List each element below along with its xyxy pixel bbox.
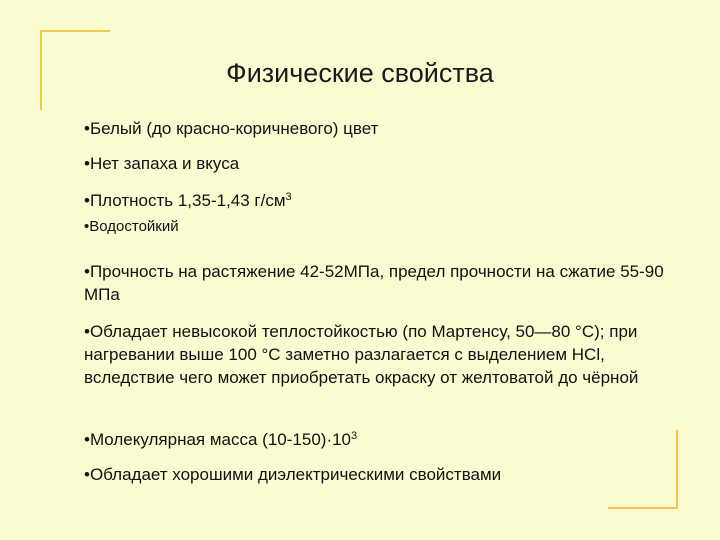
bullet-odor-taste: •Нет запаха и вкуса (84, 154, 240, 173)
molar-mass-superscript: 3 (351, 430, 358, 442)
bullet-strength: •Прочность на растяжение 42-52МПа, предел прочности на сжатие 55-90 МПа (84, 262, 664, 304)
slide-title: Физические свойства (226, 58, 494, 88)
corner-decoration-bottom-right-horizontal (608, 507, 678, 509)
molar-mass-text: •Молекулярная масса (10-150)·10 (84, 430, 352, 449)
bullet-heat-resistance: •Обладает невысокой теплостойкостью (по Мартенсу, 50—80 °С); при нагревании выше 100 °С заметно разлагается с выделением НСl, вследствие чего может приобретать окраску от желтоватой до чёрной (84, 322, 639, 387)
density-text: •Плотность 1,35-1,43 г/см (84, 191, 286, 210)
corner-decoration-bottom-right-vertical (676, 430, 678, 509)
bullet-molar-mass (84, 428, 664, 451)
corner-decoration-top-left-horizontal (40, 30, 110, 32)
bullet-water-resistant: •Водостойкий (84, 218, 179, 235)
bullet-density (84, 189, 664, 212)
bullet-color: •Белый (до красно-коричневого) цвет (84, 119, 379, 138)
density-superscript: 3 (285, 191, 292, 203)
bullet-dielectric: •Обладает хорошими диэлектрическими свойствами (84, 465, 502, 484)
